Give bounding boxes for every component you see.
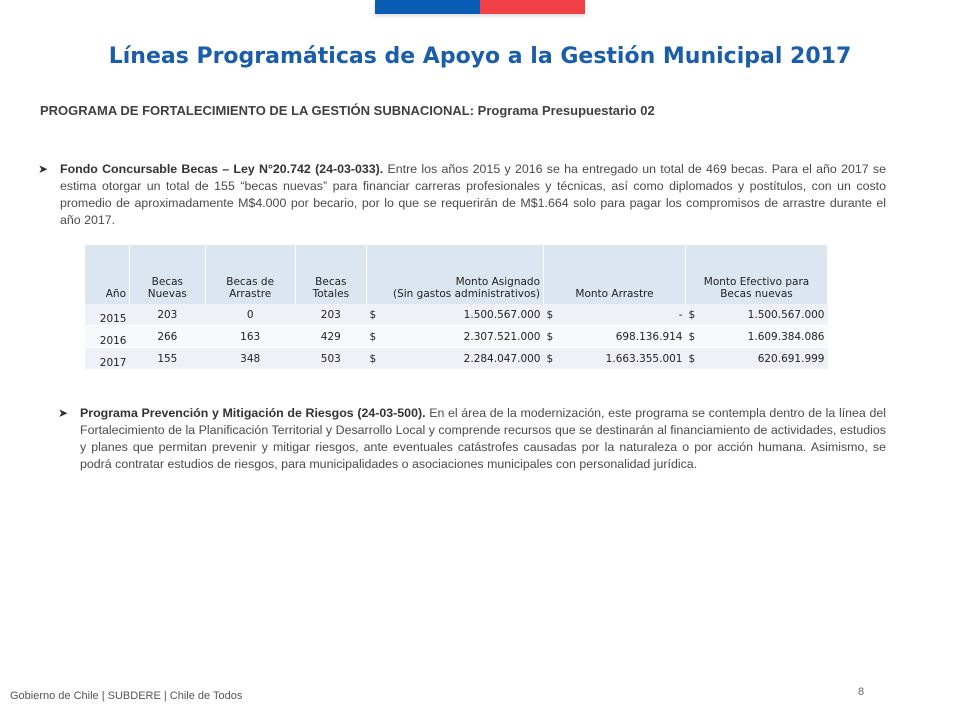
cell-nuevas: 203 (130, 304, 206, 326)
cell-asignado: $ 1.500.567.000 (367, 304, 544, 326)
cell-efectivo: $ 1.500.567.000 (686, 304, 828, 326)
table-row (85, 326, 828, 348)
cell-arrastre: 348 (205, 348, 295, 370)
cell-monto-arrastre: $ 698.136.914 (544, 326, 686, 348)
cell-efectivo: $ 620.691.999 (686, 348, 828, 370)
cell-arrastre: 0 (205, 304, 295, 326)
bullet-becas-text: Entre los años 2015 y 2016 se ha entregado un total de 469 becas. Para el año 2017 se estima otorgar un total de 155 “becas nuevas” para financiar carreras profesionales y técnicas, así como diplomados y postítulos, con un costo promedio de aproximadamente M$4.000 por becario, por lo que se requerirán de M$1.664 solo para pagar los compromisos de arrastre durante el año 2017. (60, 162, 886, 227)
col-monto-arrastre: Monto Arrastre (544, 245, 686, 304)
cell-totales: 429 (295, 326, 366, 348)
program-subtitle: PROGRAMA DE FORTALECIMIENTO DE LA GESTIÓN SUBNACIONAL: Programa Presupuestario 02 (40, 103, 655, 118)
page-number: 8 (858, 686, 865, 698)
cell-monto-arrastre: $ 1.663.355.001 (544, 348, 686, 370)
arrow-bullet-icon: ➤ (38, 162, 49, 176)
becas-table (85, 245, 828, 370)
cell-arrastre: 163 (205, 326, 295, 348)
cell-asignado: $ 2.307.521.000 (367, 326, 544, 348)
table-row (85, 304, 828, 326)
cell-efectivo: $ 1.609.384.086 (686, 326, 828, 348)
col-arrastre: Becas de Arrastre (205, 245, 295, 304)
bullet-riesgos-text: En el área de la modernización, este programa se contempla dentro de la línea del Fortalecimiento de la Planificación Territorial y Desarrollo Local y comprende recursos que se destinarán al financiamiento de actividades, estudios y planes que permitan prevenir y mitigar riesgos, ante eventuales catástrofes causadas por la naturaleza o por acción humana. Asimismo, se podrá contratar estudios de riesgos, para municipalidades o asociaciones municipales con personalidad jurídica. (80, 406, 886, 471)
cell-totales: 503 (295, 348, 366, 370)
col-asignado: Monto Asignado (Sin gastos administrativos) (367, 245, 544, 304)
bullet-riesgos (58, 405, 886, 473)
table-header-row (85, 245, 828, 304)
flag-blue-stripe (375, 0, 480, 14)
col-totales: Becas Totales (295, 245, 366, 304)
cell-year: 2017 (85, 348, 130, 370)
cell-nuevas: 155 (130, 348, 206, 370)
bullet-riesgos-heading: Programa Prevención y Mitigación de Riesgos (24-03-500). (80, 406, 426, 420)
col-year: Año (85, 245, 130, 304)
cell-asignado: $ 2.284.047.000 (367, 348, 544, 370)
col-nuevas: Becas Nuevas (130, 245, 206, 304)
flag-bar (375, 0, 585, 14)
page-title: Líneas Programáticas de Apoyo a la Gestión Municipal 2017 (108, 44, 852, 69)
cell-nuevas: 266 (130, 326, 206, 348)
bullet-becas-heading: Fondo Concursable Becas – Ley N°20.742 (24-03-033). (60, 162, 384, 176)
col-efectivo: Monto Efectivo para Becas nuevas (686, 245, 828, 304)
footer-text: Gobierno de Chile | SUBDERE | Chile de Todos (10, 690, 243, 702)
cell-year: 2016 (85, 326, 130, 348)
bullet-becas (38, 161, 886, 229)
cell-year: 2015 (85, 304, 130, 326)
flag-red-stripe (480, 0, 585, 14)
cell-totales: 203 (295, 304, 366, 326)
cell-monto-arrastre: $ - (544, 304, 686, 326)
table-row (85, 348, 828, 370)
arrow-bullet-icon: ➤ (58, 406, 69, 420)
